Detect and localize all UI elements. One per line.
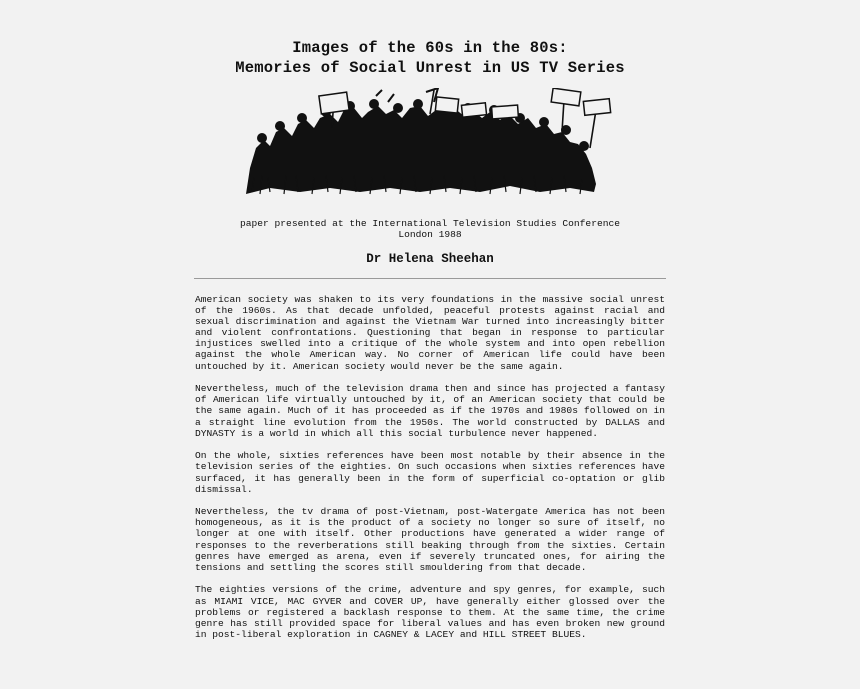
protest-crowd-illustration — [240, 88, 618, 200]
conference-line-2: London 1988 — [398, 229, 462, 240]
paragraph: American society was shaken to its very foundations in the massive social unrest of the 1960s. As that decade unfolded, peaceful protests against racial and sexual discrimination and against the Vietnam War turned into increasingly bitter and violent confrontations. Questioning that began in response to particular injustices swelled into a critique of the whole system and into open rebellion against the whole American way. No corner of American life could have been untouched by it. American society would never be the same again. — [195, 294, 665, 372]
paragraph: Nevertheless, the tv drama of post-Vietnam, post-Watergate America has not been homogeneous, as it is the product of a society no longer so sure of itself, no longer at one with itself. Other productions have generated a wider range of responses to the reverberations still beaking through from the sixties. Certain genres have emerged as arena, even if severely truncated ones, for airing the tensions and settling the scores still smouldering from that decade. — [195, 506, 665, 573]
paragraph: Nevertheless, much of the television drama then and since has projected a fantasy of American life virtually untouched by it, of an American society that could be the same again. Much of it has proceeded as if the 1970s and 1980s followed on in a straight line evolution from the 1950s. The world constructed by DALLAS and DYNASTY is a world in which all this social turbulence never happened. — [195, 383, 665, 439]
document-title — [0, 38, 860, 78]
paragraph: The eighties versions of the crime, adventure and spy genres, for example, such as MIAMI VICE, MAC GYVER and COVER UP, have generally either glossed over the problems or registered a backlash response to them. At the same time, the crime genre has still provided space for liberal values and has even broken new ground in post-liberal exploration in CAGNEY & LACEY and HILL STREET BLUES. — [195, 584, 665, 640]
conference-note — [0, 218, 860, 240]
horizontal-divider — [194, 278, 666, 279]
conference-line-1: paper presented at the International Television Studies Conference — [240, 218, 620, 229]
paragraph: On the whole, sixties references have been most notable by their absence in the television series of the eighties. On such occasions when sixties references have surfaced, it has generally been in the form of superficial co-optation or glib dismissal. — [195, 450, 665, 495]
title-line-2: Memories of Social Unrest in US TV Series — [235, 59, 625, 77]
body-text — [195, 294, 665, 652]
author-name: Dr Helena Sheehan — [366, 252, 494, 266]
title-line-1: Images of the 60s in the 80s: — [292, 39, 568, 57]
